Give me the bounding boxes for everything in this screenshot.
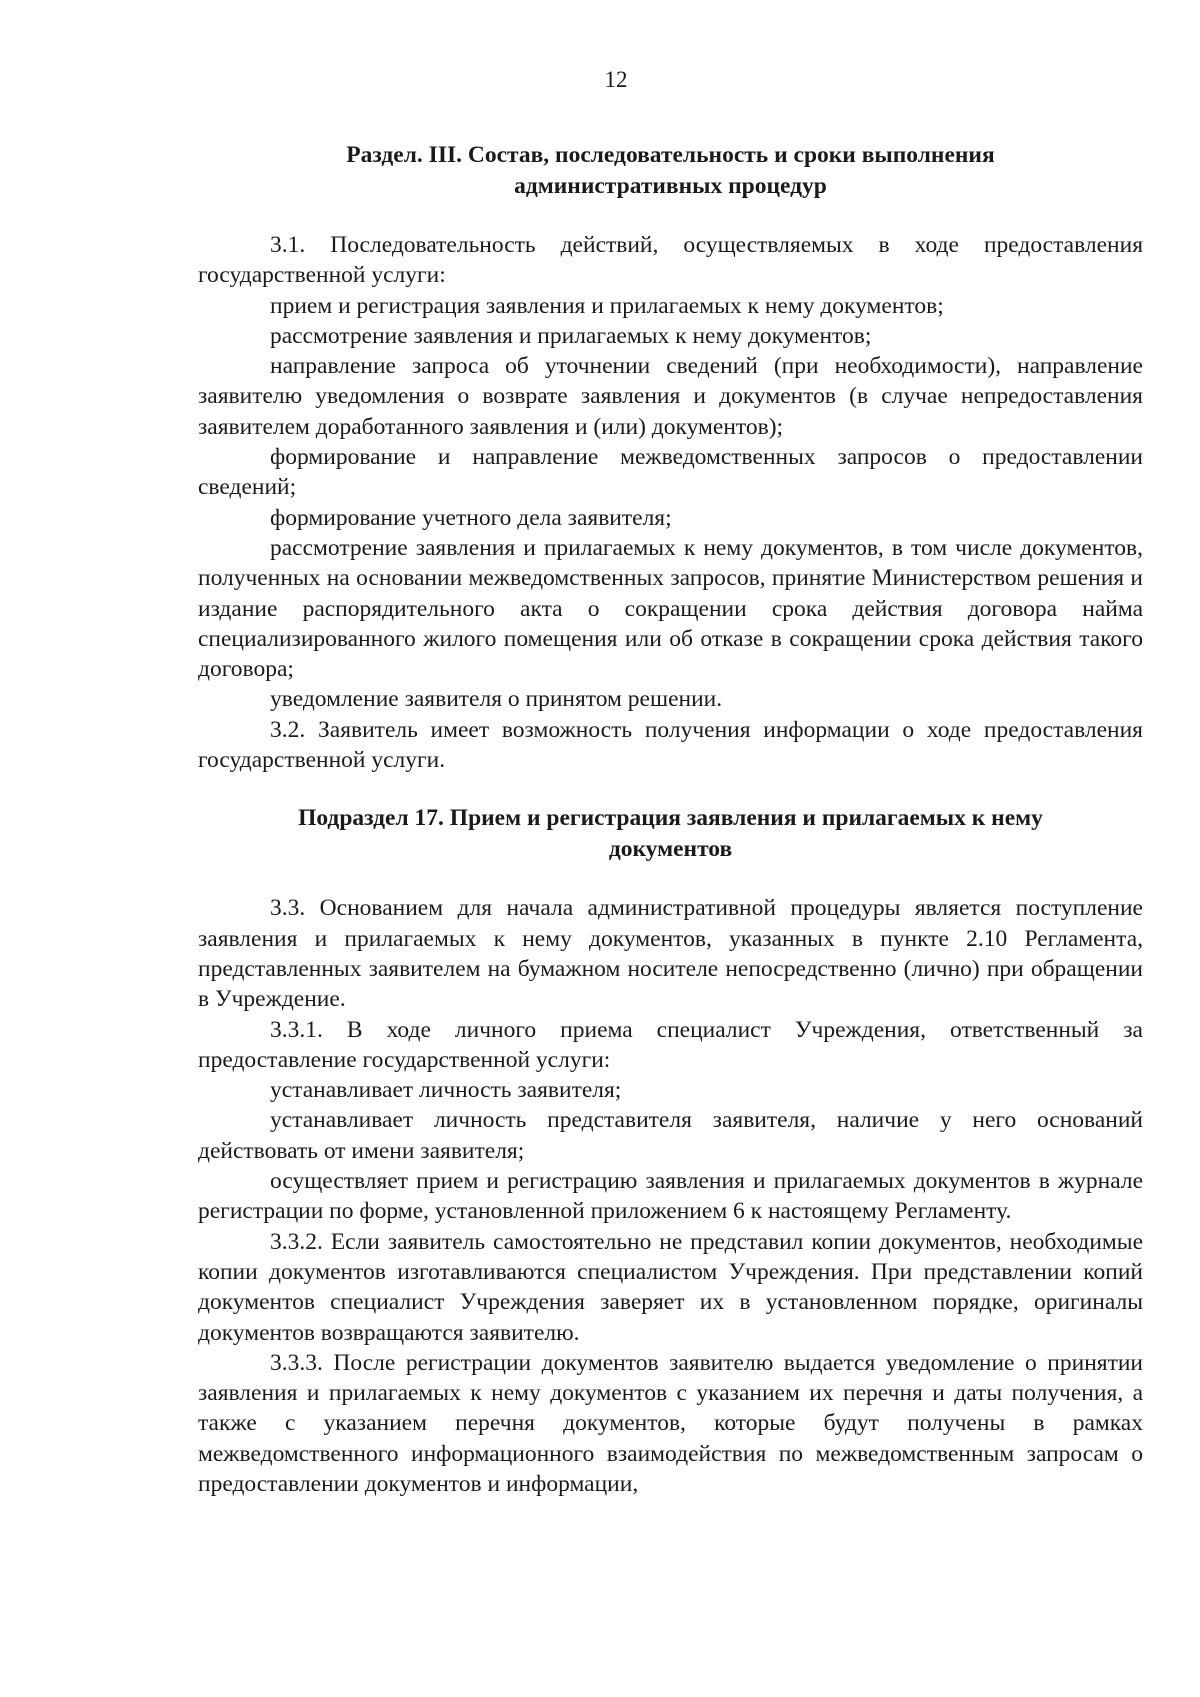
section-heading-line-1: Раздел. III. Состав, последовательность и сроки выполнения: [346, 142, 995, 168]
list-item-notification: уведомление заявителя о принятом решении.: [270, 686, 723, 713]
section-heading: [198, 140, 1143, 201]
list-item-reception: прием и регистрация заявления и прилагаемых к нему документов;: [270, 292, 944, 319]
paragraph-3-3: 3.3. Основанием для начала административной процедуры является поступление заявления и прилагаемых к нему документов, указанных в пункте 2.10 Регламента, представленных заявителем на бумажном носителе непосредственно (лично) при обращении в Учреждение.: [198, 895, 1143, 1013]
paragraph-3-2: 3.2. Заявитель имеет возможность получения информации о ходе предоставления государственной услуги.: [198, 716, 1143, 774]
subsection-heading-line-2: документов: [608, 835, 733, 862]
paragraph-3-3-3: 3.3.3. После регистрации документов заявителю выдается уведомление о принятии заявления и прилагаемых к нему документов с указанием их перечня и даты получения, а также с указанием перечня документов, которые будут получены в рамках межведомственного информационного взаимодействия по межведомственным запросам о предоставлении документов и информации,: [198, 1349, 1143, 1497]
paragraph-3-3-1: 3.3.1. В ходе личного приема специалист Учреждения, ответственный за предоставление государственной услуги:: [198, 1016, 1143, 1073]
subsection-heading: [198, 803, 1143, 864]
list-item-identify-applicant: устанавливает личность заявителя;: [270, 1077, 622, 1104]
paragraph-3-1: 3.1. Последовательность действий, осуществляемых в ходе предоставления государственной услуги:: [198, 232, 1143, 289]
paragraph-3-3-2: 3.3.2. Если заявитель самостоятельно не представил копии документов, необходимые копии документов изготавливаются специалистом Учреждения. При представлении копий документов специалист Учреждения заверяет их в установленном порядке, оригиналы документов возвращаются заявителю.: [198, 1228, 1143, 1346]
list-item-decision: рассмотрение заявления и прилагаемых к нему документов, в том числе документов, полученных на основании межведомственных запросов, принятие Министерством решения и издание распорядительного акта о сокращении срока действия договора найма специализированного жилого помещения или об отказе в сокращении срока действия такого договора;: [198, 534, 1143, 683]
list-item-interagency-requests: формирование и направление межведомственных запросов о предоставлении сведений;: [198, 444, 1143, 501]
page-number: 12: [604, 67, 628, 92]
list-item-review: рассмотрение заявления и прилагаемых к нему документов;: [270, 322, 872, 349]
list-item-register-application: осуществляет прием и регистрацию заявления и прилагаемых документов в журнале регистрации по форме, установленной приложением 6 к настоящему Регламенту.: [198, 1168, 1143, 1225]
document-body: [198, 140, 1143, 1499]
list-item-case-file: формирование учетного дела заявителя;: [270, 504, 672, 531]
list-item-identify-representative: устанавливает личность представителя заявителя, наличие у него оснований действовать от имени заявителя;: [198, 1107, 1143, 1164]
subsection-heading-line-1: Подраздел 17. Прием и регистрация заявления и прилагаемых к нему: [298, 805, 1043, 832]
section-heading-line-2: административных процедур: [514, 172, 827, 199]
list-item-clarification-request: направление запроса об уточнении сведений (при необходимости), направление заявителю уведомления о возврате заявления и документов (в случае непредоставления заявителем доработанного заявления и (или) документов);: [198, 353, 1143, 440]
